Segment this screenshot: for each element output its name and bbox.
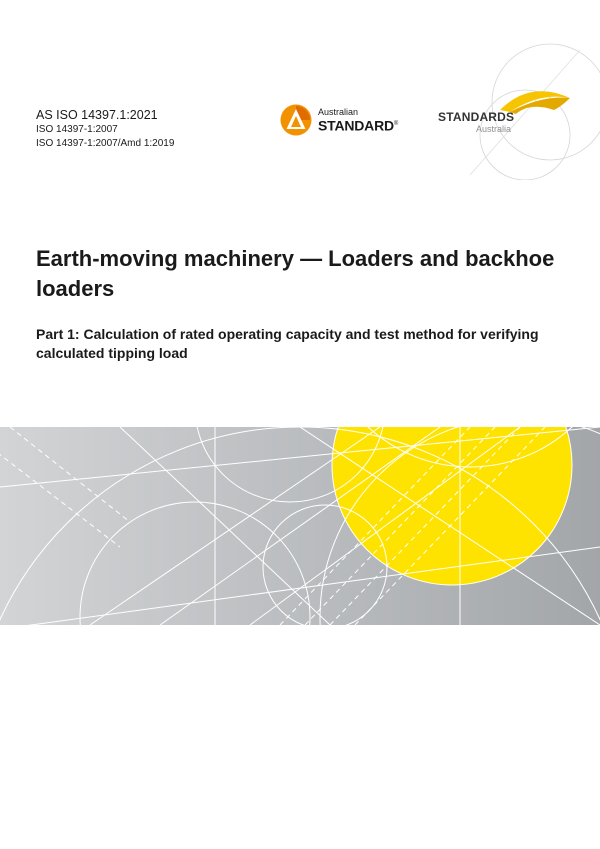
iso-equivalent: ISO 14397-1:2007	[36, 124, 118, 135]
standards-australia-logo	[430, 40, 600, 180]
australian-standard-emblem-icon	[280, 104, 312, 136]
document-title: Earth-moving machinery — Loaders and backhoe loaders	[36, 246, 555, 301]
standards-australia-name: STANDARDS	[438, 110, 515, 124]
document-subtitle: Part 1: Calculation of rated operating capacity and test method for verifying calculated tipping load	[36, 326, 539, 361]
registered-mark: ®	[393, 121, 399, 127]
iso-amendment: ISO 14397-1:2007/Amd 1:2019	[36, 138, 175, 149]
standard-identifiers	[36, 107, 174, 151]
standard-designation: AS ISO 14397.1:2021	[36, 108, 158, 122]
australian-standard-big-text: STANDARD®	[318, 117, 399, 134]
australian-standard-logo	[280, 104, 400, 136]
standards-australia-country: Australia	[476, 124, 512, 134]
australian-standard-small-text: Australian	[318, 107, 359, 117]
decorative-geometric-band	[0, 427, 600, 625]
